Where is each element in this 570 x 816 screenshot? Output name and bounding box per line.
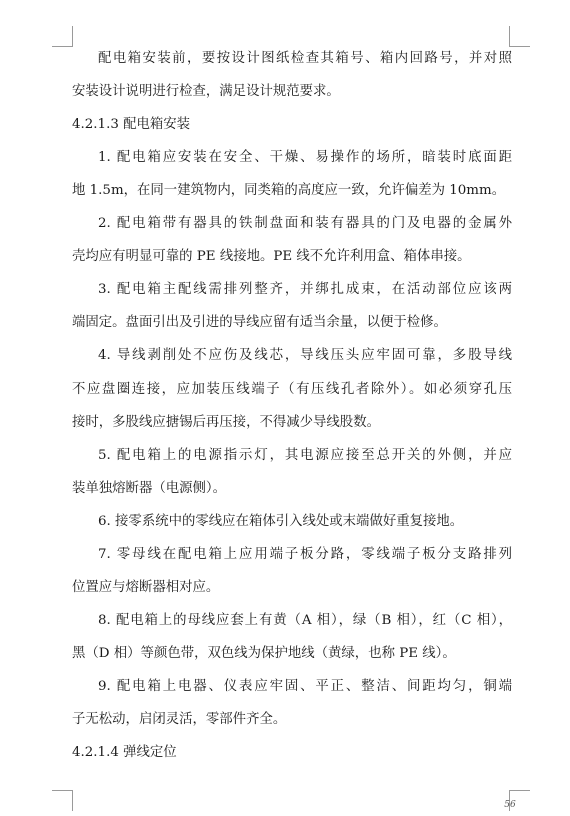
paragraph-line: 壳均应有明显可靠的 PE 线接地。PE 线不允许利用盒、箱体串接。 — [72, 249, 471, 265]
paragraph-line: 端固定。盘面引出及引进的导线应留有适当余量，以便于检修。 — [72, 315, 447, 331]
paragraph-line: 黑（D 相）等颜色带，双色线为保护地线（黄绿，也称 PE 线）。 — [72, 645, 456, 661]
paragraph-line: 9. 配电箱上电器、仪表应牢固、平正、整洁、间距均匀，铜端 — [98, 678, 512, 694]
crop-mark-top-right — [509, 26, 530, 47]
paragraph-line: 子无松动，启闭灵活，零部件齐全。 — [72, 712, 287, 727]
paragraph-line: 8. 配电箱上的母线应套上有黄（A 相），绿（B 相），红（C 相）， — [98, 612, 512, 628]
paragraph-line: 地 1.5m，在同一建筑物内，同类箱的高度应一致，允许偏差为 10mm。 — [72, 183, 506, 199]
paragraph-line: 配电箱安装前，要按设计图纸检查其箱号、箱内回路号，并对照 — [98, 51, 512, 66]
paragraph-line: 位置应与熔断器相对应。 — [72, 579, 220, 595]
paragraph-line: 装单独熔断器（电源侧）。 — [72, 480, 226, 496]
paragraph-line: 5. 配电箱上的电源指示灯，其电源应接至总开关的外侧，并应 — [98, 447, 512, 463]
section-heading: 4.2.1.3 配电箱安装 — [72, 117, 191, 133]
paragraph-line: 4. 导线剥削处不应伤及线芯，导线压头应牢固可靠，多股导线 — [98, 348, 512, 364]
paragraph-line: 2. 配电箱带有器具的铁制盘面和装有器具的门及电器的金属外 — [98, 216, 512, 232]
paragraph-line: 接时，多股线应搪锡后再压接，不得减少导线股数。 — [72, 414, 380, 430]
section-heading: 4.2.1.4 弹线定位 — [72, 745, 177, 760]
paragraph-line: 6. 接零系统中的零线应在箱体引入线处或末端做好重复接地。 — [98, 513, 464, 529]
crop-mark-top-left — [52, 26, 73, 47]
paragraph-line: 3. 配电箱主配线需排列整齐，并绑扎成束，在活动部位应该两 — [98, 282, 512, 298]
paragraph-line: 1. 配电箱应安装在安全、干燥、易操作的场所，暗装时底面距 — [98, 150, 512, 166]
paragraph-line: 7. 零母线在配电箱上应用端子板分路，零线端子板分支路排列 — [98, 546, 512, 562]
crop-mark-bottom-left — [52, 790, 73, 811]
paragraph-line: 安装设计说明进行检查，满足设计规范要求。 — [72, 84, 340, 99]
paragraph-line: 不应盘圈连接，应加装压线端子（有压线孔者除外）。如必须穿孔压 — [72, 381, 512, 397]
page-number: 56 — [504, 800, 516, 810]
